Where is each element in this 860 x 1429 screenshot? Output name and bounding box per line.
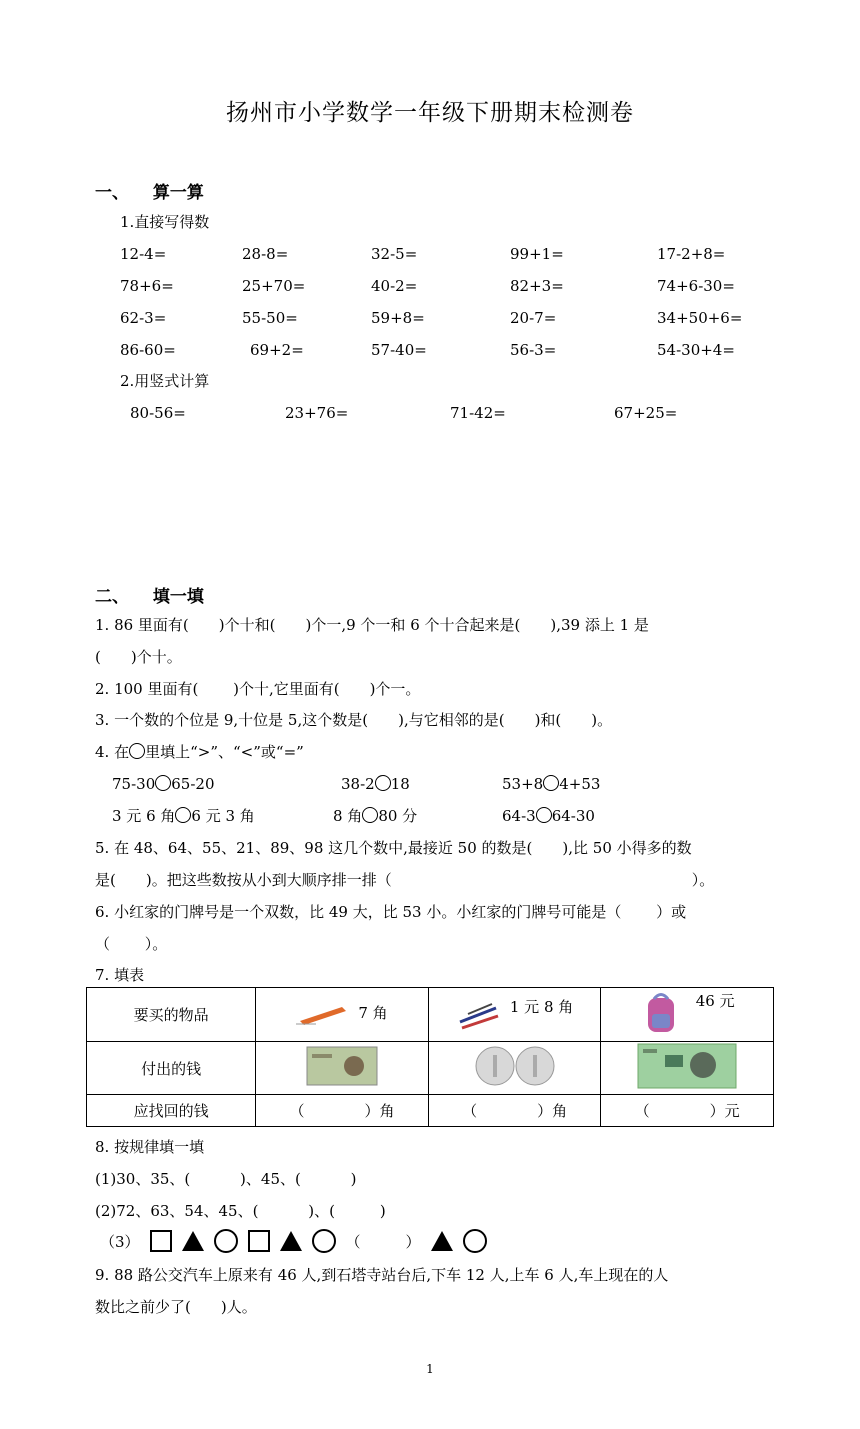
arith-item: 55-50= [242, 309, 298, 327]
compare-right: 65-20 [171, 775, 215, 793]
page-title: 扬州市小学数学一年级下册期末检测卷 [226, 100, 634, 126]
section-1-number: 一、 [95, 183, 129, 203]
arith-item: 69+2= [250, 341, 304, 359]
compare-right: 18 [390, 775, 410, 793]
table-row [87, 1042, 774, 1095]
compare-item [341, 773, 410, 795]
vertical-calc-item: 23+76= [285, 404, 349, 422]
page-number: 1 [426, 1362, 434, 1376]
arith-item: 28-8= [242, 245, 289, 263]
arith-item: 20-7= [510, 309, 557, 327]
section-1-title: 算一算 [152, 183, 204, 203]
pattern-blank[interactable]: （ ） [345, 1232, 421, 1251]
compare-left: 3 元 6 角 [112, 807, 176, 825]
triangle-icon [182, 1231, 204, 1251]
arith-item: 17-2+8= [657, 245, 726, 263]
arith-item: 57-40= [371, 341, 427, 359]
question-9-line-2: 数比之前少了( )人。 [95, 1298, 257, 1316]
q1-label: 1.直接写得数 [120, 213, 210, 231]
vertical-calc-item: 80-56= [130, 404, 186, 422]
square-icon [248, 1230, 270, 1252]
backpack-icon [640, 990, 682, 1036]
circle-icon [312, 1229, 336, 1253]
price-table [86, 987, 774, 1127]
arith-item: 99+1= [510, 245, 564, 263]
arith-item: 86-60= [120, 341, 176, 359]
arith-item: 82+3= [510, 277, 564, 295]
q2-label: 2.用竖式计算 [120, 372, 210, 390]
question-1-line-1: 1. 86 里面有( )个十和( )个一,9 个一和 6 个十合起来是( ),39 添上 1 是 [95, 616, 649, 634]
compare-circle-icon [129, 743, 145, 759]
compare-circle-icon[interactable] [543, 775, 559, 791]
table-cell [428, 988, 601, 1042]
compare-left: 64-3 [502, 807, 536, 825]
question-4-pre: 4. 在 [95, 743, 130, 761]
question-7-label: 7. 填表 [95, 966, 145, 984]
square-icon [150, 1230, 172, 1252]
compare-left: 38-2 [341, 775, 375, 793]
question-6-line-2: （ ）。 [95, 935, 168, 953]
section-2-heading [95, 582, 204, 607]
table-cell [256, 988, 429, 1042]
question-6-line-1: 6. 小红家的门牌号是一个双数，比 49 大，比 53 小。小红家的门牌号可能是（ ）或 [95, 903, 687, 921]
question-8-part-2: (2)72、63、54、45、( )、( ) [95, 1202, 386, 1220]
compare-circle-icon[interactable] [362, 807, 378, 823]
table-cell: 付出的钱 [87, 1042, 256, 1095]
circle-icon [463, 1229, 487, 1253]
pens-icon [456, 996, 502, 1030]
question-2: 2. 100 里面有( )个十,它里面有( )个一。 [95, 680, 421, 698]
compare-item [502, 805, 595, 827]
compare-left: 8 角 [333, 807, 363, 825]
vertical-calc-item: 71-42= [450, 404, 506, 422]
table-cell [428, 1042, 601, 1095]
banknote-50-yuan-icon [637, 1043, 737, 1089]
arith-item: 12-4= [120, 245, 167, 263]
vertical-calc-item: 67+25= [614, 404, 678, 422]
question-9-line-1: 9. 88 路公交汽车上原来有 46 人,到石塔寺站台后,下车 12 人,上车 6 人,车上现在的人 [95, 1266, 669, 1284]
change-cell[interactable]: （ ）角 [428, 1095, 601, 1127]
question-1-line-2: ( )个十。 [95, 648, 182, 666]
compare-circle-icon[interactable] [155, 775, 171, 791]
compare-item [333, 805, 417, 827]
compare-right: 6 元 3 角 [191, 807, 255, 825]
table-cell: 应找回的钱 [87, 1095, 256, 1127]
section-1-heading [95, 178, 204, 203]
table-cell [601, 988, 774, 1042]
question-8-part-3-prefix: （3） [100, 1232, 140, 1251]
triangle-icon [280, 1231, 302, 1251]
triangle-icon [431, 1231, 453, 1251]
change-cell[interactable]: （ ）角 [256, 1095, 429, 1127]
arith-item: 54-30+4= [657, 341, 735, 359]
pencil-icon [296, 1001, 352, 1025]
arith-item: 32-5= [371, 245, 418, 263]
question-3: 3. 一个数的个位是 9,十位是 5,这个数是( ),与它相邻的是( )和( )。 [95, 711, 613, 729]
question-5-line-2: 是( )。把这些数按从小到大顺序排一排（ ）。 [95, 871, 715, 889]
compare-left: 75-30 [112, 775, 156, 793]
compare-circle-icon[interactable] [175, 807, 191, 823]
shape-pattern [100, 1228, 487, 1254]
compare-item [502, 773, 600, 795]
compare-circle-icon[interactable] [536, 807, 552, 823]
arith-item: 59+8= [371, 309, 425, 327]
price-value: 7 角 [358, 1004, 388, 1022]
table-cell [601, 1042, 774, 1095]
compare-circle-icon[interactable] [375, 775, 391, 791]
question-8-part-1: (1)30、35、( )、45、( ) [95, 1170, 357, 1188]
arith-item: 25+70= [242, 277, 306, 295]
section-2-title: 填一填 [152, 587, 204, 607]
arith-item: 78+6= [120, 277, 174, 295]
arith-item: 74+6-30= [657, 277, 735, 295]
compare-right: 64-30 [551, 807, 595, 825]
arith-item: 56-3= [510, 341, 557, 359]
question-5-line-1: 5. 在 48、64、55、21、89、98 这几个数中,最接近 50 的数是( ),比 50 小得多的数 [95, 839, 692, 857]
question-8-label: 8. 按规律填一填 [95, 1138, 205, 1156]
question-4 [95, 741, 304, 763]
compare-left: 53+8 [502, 775, 544, 793]
arith-item: 40-2= [371, 277, 418, 295]
arith-item: 62-3= [120, 309, 167, 327]
section-2-number: 二、 [95, 587, 129, 607]
compare-item [112, 805, 255, 827]
coins-1-yuan-icon [475, 1043, 555, 1089]
table-row [87, 988, 774, 1042]
price-value: 1 元 8 角 [509, 997, 574, 1016]
price-value: 46 元 [695, 991, 735, 1010]
table-cell: 要买的物品 [87, 988, 256, 1042]
change-cell[interactable]: （ ）元 [601, 1095, 774, 1127]
table-cell [256, 1042, 429, 1095]
compare-item [112, 773, 215, 795]
compare-right: 4+53 [559, 775, 601, 793]
circle-icon [214, 1229, 238, 1253]
compare-right: 80 分 [378, 807, 418, 825]
question-4-post: 里填上“>”、“<”或“=” [145, 743, 304, 761]
banknote-1-yuan-icon [306, 1046, 378, 1086]
table-row [87, 1095, 774, 1127]
arith-item: 34+50+6= [657, 309, 743, 327]
